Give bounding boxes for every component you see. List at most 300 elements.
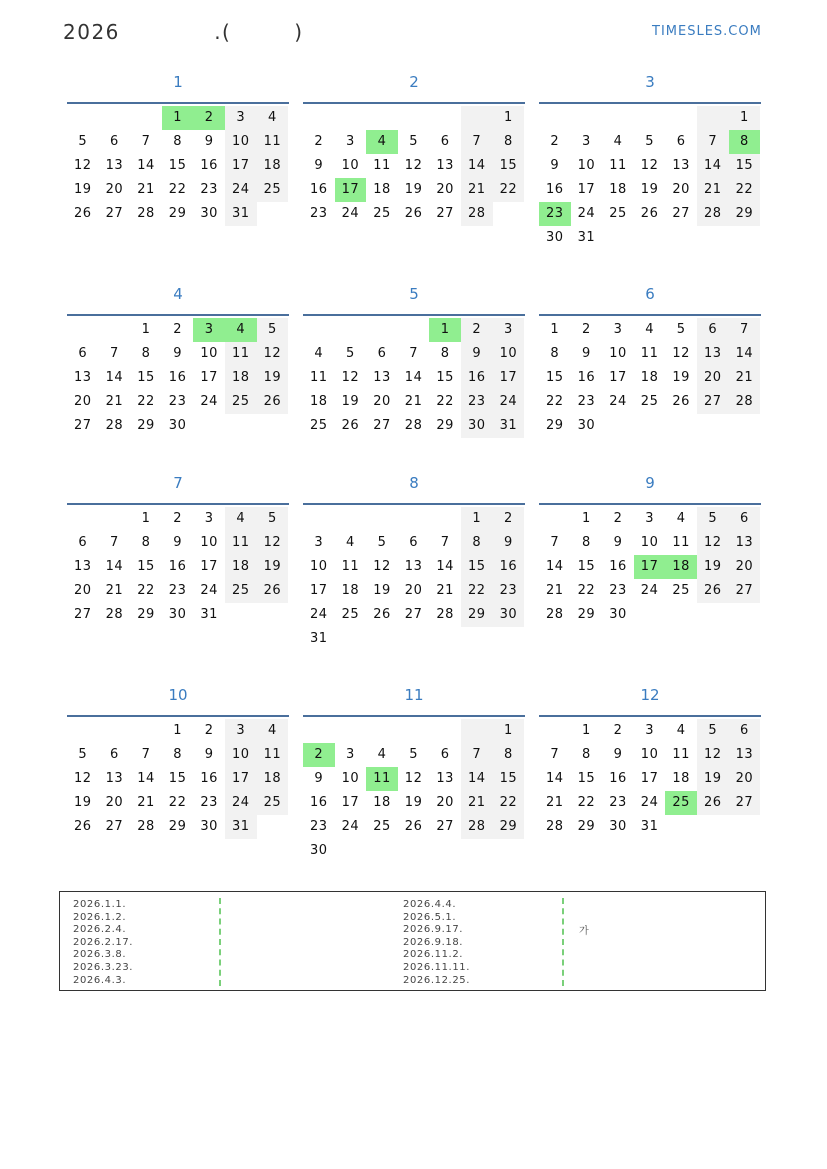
day-cell: 9 [173,535,182,550]
day-cell: 25 [310,418,328,433]
day-cell: 28 [105,607,124,622]
empty-cell [99,318,131,342]
day-cell: 29 [461,603,493,627]
day-cell: 15 [461,555,493,579]
day-cell: 10 [493,342,525,366]
day-cell: 16 [310,795,328,810]
day-cell: 3 [225,106,257,130]
month-grid [539,314,761,438]
month-title: 6 [645,285,655,303]
day-cell: 15 [577,559,596,574]
day-cell: 14 [404,370,423,385]
day-cell: 7 [729,318,761,342]
day-cell: 15 [546,370,564,385]
day-cell: 17 [200,370,218,385]
day-cell: 16 [461,366,493,390]
day-cell: 11 [310,370,328,385]
day-cell: 21 [461,791,493,815]
day-cell: 13 [404,559,423,574]
day-cell: 9 [613,535,623,550]
day-cell: 4 [377,747,387,762]
day-cell: 13 [105,771,124,786]
day-cell: 9 [613,747,623,762]
holiday-day-cell: 11 [366,767,398,791]
day-cell: 24 [341,206,360,221]
day-cell: 8 [550,346,560,361]
day-cell: 28 [729,390,761,414]
day-cell: 20 [672,182,690,197]
day-cell: 20 [105,182,124,197]
day-cell: 7 [461,130,493,154]
day-cell: 18 [609,182,627,197]
day-cell: 3 [613,322,623,337]
day-cell: 11 [672,535,690,550]
day-cell: 28 [404,418,423,433]
month-title: 8 [409,474,419,492]
day-cell: 18 [373,182,391,197]
day-cell: 12 [257,342,289,366]
day-cell: 24 [493,390,525,414]
day-cell: 28 [697,202,729,226]
day-cell: 1 [141,322,151,337]
day-cell: 20 [436,795,454,810]
day-cell: 6 [110,747,119,762]
day-cell: 17 [341,795,360,810]
empty-cell [366,318,398,342]
day-cell: 9 [173,346,182,361]
day-cell: 25 [257,791,289,815]
month-12 [539,681,761,839]
month-7 [67,469,289,627]
month-grid [303,715,525,863]
day-cell: 20 [697,366,729,390]
day-cell: 23 [577,394,596,409]
day-cell: 16 [546,182,564,197]
day-cell: 1 [550,322,560,337]
month-2 [303,68,525,226]
day-cell: 2 [204,723,214,738]
day-cell: 2 [493,507,525,531]
day-cell: 17 [200,559,218,574]
holiday-day-cell: 8 [729,130,761,154]
month-grid [539,503,761,627]
day-cell: 5 [409,134,418,149]
holiday-day-cell: 25 [665,791,697,815]
day-cell: 15 [729,154,761,178]
day-cell: 3 [204,511,214,526]
day-cell: 18 [373,795,391,810]
day-cell: 4 [257,106,289,130]
day-cell: 23 [609,583,627,598]
day-cell: 25 [373,206,391,221]
day-cell: 13 [373,370,391,385]
day-cell: 25 [341,607,360,622]
day-cell: 7 [409,346,418,361]
day-cell: 15 [493,767,525,791]
day-cell: 13 [672,158,690,173]
empty-cell [303,106,335,130]
day-cell: 26 [373,607,391,622]
day-cell: 7 [141,747,151,762]
holiday-day-cell: 17 [634,555,666,579]
day-cell: 30 [200,819,218,834]
day-cell: 7 [461,743,493,767]
day-cell: 6 [409,535,418,550]
day-cell: 12 [373,559,391,574]
day-cell: 27 [74,607,92,622]
day-cell: 14 [546,771,564,786]
empty-cell [67,106,99,130]
day-cell: 1 [582,723,591,738]
day-cell: 13 [697,342,729,366]
day-cell: 4 [676,511,686,526]
month-grid [539,102,761,250]
day-cell: 16 [200,771,218,786]
day-cell: 20 [74,394,92,409]
day-cell: 13 [729,531,761,555]
page-title: 2026 .( ) [63,20,304,44]
holiday-day-cell: 1 [429,318,461,342]
day-cell: 24 [225,178,257,202]
day-cell: 1 [173,723,182,738]
day-cell: 1 [141,511,151,526]
day-cell: 20 [74,583,92,598]
day-cell: 23 [609,795,627,810]
holiday-list-right [403,899,470,987]
month-grid [67,503,289,627]
day-cell: 25 [640,394,659,409]
day-cell: 20 [436,182,454,197]
month-10 [67,681,289,839]
day-cell: 21 [697,178,729,202]
empty-cell [665,106,697,130]
day-cell: 26 [672,394,690,409]
empty-cell [335,318,367,342]
day-cell: 24 [200,394,218,409]
day-cell: 4 [613,134,623,149]
day-cell: 31 [310,631,328,646]
day-cell: 19 [697,555,729,579]
month-grid [67,102,289,226]
holiday-entry: 2026.9.17. [403,924,464,936]
day-cell: 15 [137,370,155,385]
day-cell: 9 [582,346,591,361]
holiday-day-cell: 2 [303,743,335,767]
day-cell: 21 [137,795,155,810]
day-cell: 2 [582,322,591,337]
day-cell: 28 [546,607,564,622]
month-title: 11 [404,686,424,704]
day-cell: 19 [404,795,423,810]
day-cell: 28 [461,202,493,226]
day-cell: 16 [609,771,627,786]
empty-cell [99,507,131,531]
day-cell: 16 [577,370,596,385]
holiday-entry: 2026.2.4. [73,924,127,936]
month-title: 4 [173,285,183,303]
day-cell: 8 [493,130,525,154]
day-cell: 5 [377,535,387,550]
day-cell: 15 [493,154,525,178]
day-cell: 26 [404,819,423,834]
holiday-day-cell: 1 [162,106,194,130]
day-cell: 9 [204,134,214,149]
day-cell: 21 [105,394,124,409]
month-title: 5 [409,285,419,303]
day-cell: 22 [577,583,596,598]
holiday-day-cell: 17 [335,178,367,202]
day-cell: 1 [582,511,591,526]
empty-cell [634,106,666,130]
day-cell: 19 [74,795,92,810]
day-cell: 23 [200,795,218,810]
day-cell: 27 [105,206,124,221]
day-cell: 14 [546,559,564,574]
day-cell: 30 [609,607,627,622]
day-cell: 19 [373,583,391,598]
day-cell: 24 [640,795,659,810]
holiday-day-cell: 3 [193,318,225,342]
day-cell: 17 [225,767,257,791]
day-cell: 12 [404,158,423,173]
empty-cell [67,719,99,743]
day-cell: 30 [200,206,218,221]
day-cell: 22 [493,791,525,815]
day-cell: 22 [729,178,761,202]
holiday-entry: 2026.1.2. [73,911,127,923]
divider [562,898,564,986]
day-cell: 22 [137,583,155,598]
holiday-day-cell: 2 [193,106,225,130]
day-cell: 3 [582,134,591,149]
day-cell: 26 [74,819,92,834]
day-cell: 10 [577,158,596,173]
day-cell: 3 [346,134,355,149]
day-cell: 20 [105,795,124,810]
day-cell: 9 [461,342,493,366]
day-cell: 21 [546,583,564,598]
day-cell: 14 [105,370,124,385]
day-cell: 19 [697,767,729,791]
day-cell: 6 [440,134,450,149]
day-cell: 7 [440,535,450,550]
brand-logo[interactable]: TIMESLES.COM [652,24,762,39]
day-cell: 29 [577,607,596,622]
day-cell: 11 [373,158,391,173]
day-cell: 4 [676,723,686,738]
day-cell: 19 [672,370,690,385]
empty-cell [398,719,430,743]
day-cell: 24 [577,206,596,221]
month-title: 10 [168,686,188,704]
day-cell: 3 [225,719,257,743]
day-cell: 16 [310,182,328,197]
day-cell: 18 [640,370,659,385]
day-cell: 22 [137,394,155,409]
day-cell: 17 [577,182,596,197]
day-cell: 29 [168,819,187,834]
day-cell: 6 [78,535,88,550]
day-cell: 9 [314,158,324,173]
empty-cell [366,106,398,130]
holiday-day-cell: 4 [225,318,257,342]
month-3 [539,68,761,250]
day-cell: 6 [377,346,387,361]
day-cell: 29 [577,819,596,834]
day-cell: 9 [493,531,525,555]
day-cell: 7 [550,535,560,550]
empty-cell [602,106,634,130]
day-cell: 11 [640,346,659,361]
day-cell: 26 [404,206,423,221]
month-8 [303,469,525,651]
empty-cell [461,719,493,743]
day-cell: 27 [436,819,454,834]
day-cell: 30 [546,230,564,245]
day-cell: 27 [404,607,423,622]
day-cell: 18 [310,394,328,409]
day-cell: 23 [310,819,328,834]
day-cell: 4 [645,322,654,337]
day-cell: 28 [137,206,155,221]
day-cell: 12 [341,370,360,385]
divider [219,898,221,986]
day-cell: 23 [310,206,328,221]
day-cell: 6 [729,719,761,743]
day-cell: 25 [672,583,690,598]
day-cell: 19 [257,366,289,390]
month-11 [303,681,525,863]
empty-cell [366,719,398,743]
empty-cell [539,719,571,743]
month-title: 9 [645,474,655,492]
day-cell: 16 [168,559,187,574]
day-cell: 8 [493,743,525,767]
empty-cell [130,106,162,130]
day-cell: 18 [257,767,289,791]
day-cell: 12 [640,158,659,173]
day-cell: 9 [550,158,560,173]
day-cell: 6 [697,318,729,342]
month-title: 3 [645,73,655,91]
day-cell: 5 [78,134,88,149]
day-cell: 19 [404,182,423,197]
day-cell: 7 [697,130,729,154]
empty-cell [67,318,99,342]
day-cell: 27 [729,791,761,815]
day-cell: 17 [640,771,659,786]
day-cell: 13 [74,370,92,385]
day-cell: 5 [346,346,355,361]
holiday-entry: 2026.9.18. [403,936,464,948]
day-cell: 29 [546,418,564,433]
day-cell: 27 [697,390,729,414]
day-cell: 12 [404,771,423,786]
day-cell: 27 [105,819,124,834]
day-cell: 25 [225,390,257,414]
day-cell: 12 [697,531,729,555]
day-cell: 23 [168,394,187,409]
day-cell: 24 [225,791,257,815]
day-cell: 20 [729,555,761,579]
day-cell: 21 [436,583,454,598]
day-cell: 11 [225,342,257,366]
day-cell: 15 [137,559,155,574]
holiday-entry: 2026.1.1. [73,899,127,910]
day-cell: 31 [493,414,525,438]
day-cell: 26 [697,579,729,603]
day-cell: 5 [257,507,289,531]
day-cell: 10 [609,346,627,361]
day-cell: 2 [550,134,560,149]
empty-cell [398,318,430,342]
day-cell: 14 [436,559,454,574]
day-cell: 30 [493,603,525,627]
day-cell: 16 [493,555,525,579]
day-cell: 18 [341,583,360,598]
holiday-day-cell: 4 [366,130,398,154]
day-cell: 24 [640,583,659,598]
day-cell: 22 [436,394,454,409]
day-cell: 5 [78,747,88,762]
empty-cell [303,719,335,743]
day-cell: 26 [697,791,729,815]
day-cell: 20 [404,583,423,598]
holiday-day-cell: 18 [665,555,697,579]
day-cell: 27 [74,418,92,433]
day-cell: 23 [461,390,493,414]
empty-cell [697,106,729,130]
day-cell: 14 [461,154,493,178]
day-cell: 12 [74,158,92,173]
day-cell: 10 [225,743,257,767]
day-cell: 16 [200,158,218,173]
empty-cell [539,106,571,130]
day-cell: 8 [582,535,591,550]
day-cell: 11 [225,531,257,555]
day-cell: 28 [436,607,454,622]
day-cell: 8 [173,134,182,149]
day-cell: 11 [672,747,690,762]
day-cell: 17 [493,366,525,390]
day-cell: 3 [314,535,324,550]
day-cell: 23 [200,182,218,197]
day-cell: 11 [609,158,627,173]
day-cell: 21 [729,366,761,390]
day-cell: 22 [546,394,564,409]
empty-cell [99,719,131,743]
empty-cell [461,106,493,130]
holiday-entry: 2026.11.11. [403,961,471,973]
day-cell: 8 [582,747,591,762]
month-grid [303,314,525,438]
day-cell: 8 [440,346,450,361]
day-cell: 19 [640,182,659,197]
day-cell: 3 [346,747,355,762]
note-extra: 가 [579,926,589,937]
day-cell: 12 [697,743,729,767]
day-cell: 4 [257,719,289,743]
day-cell: 29 [493,815,525,839]
day-cell: 30 [168,418,187,433]
holiday-entry: 2026.3.23. [73,961,134,973]
holiday-entry: 2026.4.3. [73,974,127,986]
day-cell: 15 [436,370,454,385]
empty-cell [398,507,430,531]
day-cell: 19 [74,182,92,197]
month-title: 2 [409,73,419,91]
day-cell: 19 [257,555,289,579]
